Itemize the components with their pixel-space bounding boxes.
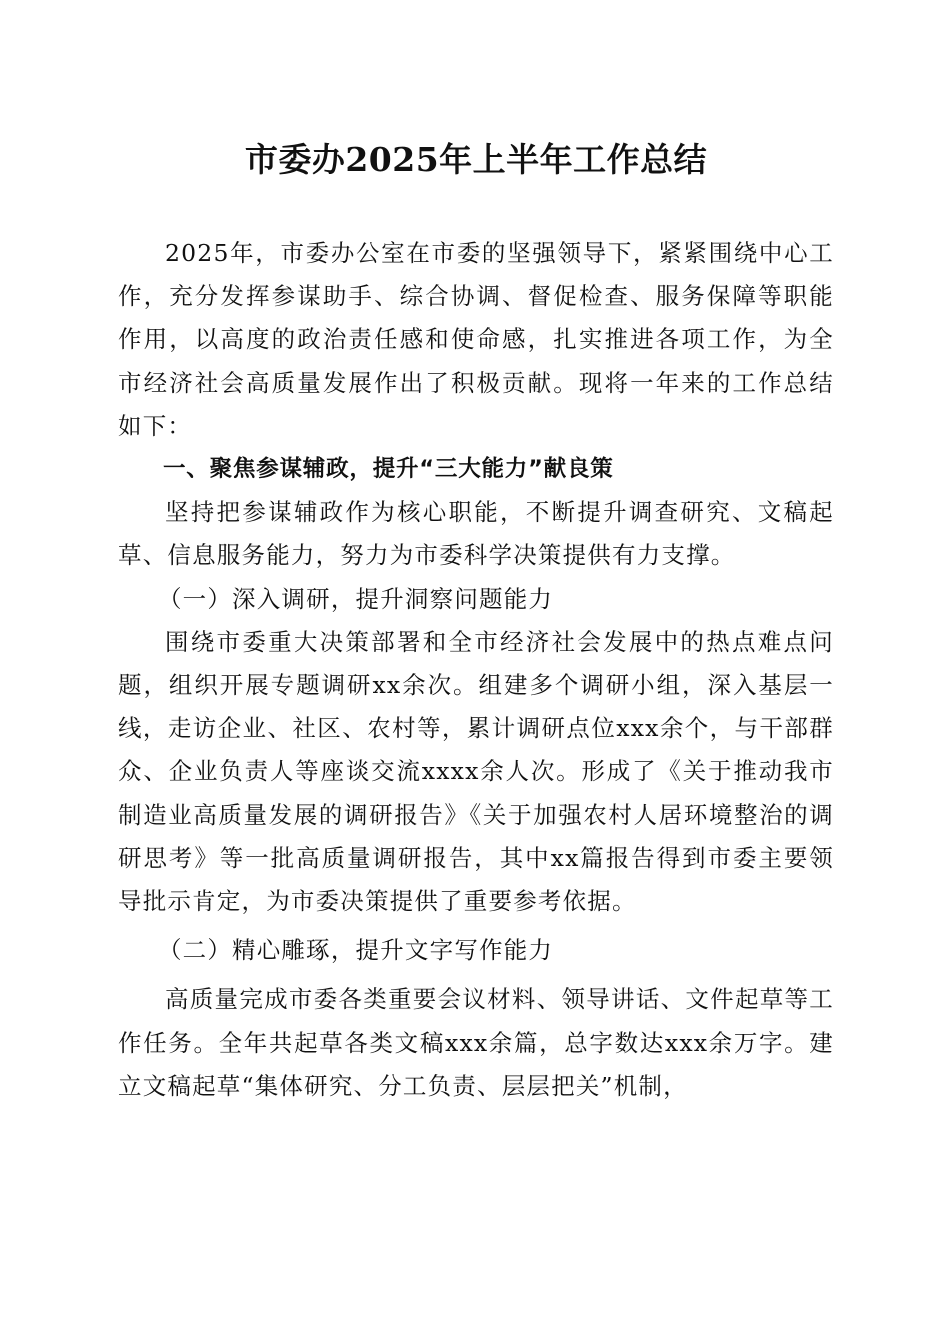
- subsection-1-paragraph: 围绕市委重大决策部署和全市经济社会发展中的热点难点问题，组织开展专题调研xx余次。组建多个调研小组，深入基层一线，走访企业、社区、农村等，累计调研点位xxx余个，与干部群众、企业负责人等座谈交流xxxx余人次。形成了《关于推动我市制造业高质量发展的调研报告》《关于加强农村人居环境整治的调研思考》等一批高质量调研报告，其中xx篇报告得到市委主要领导批示肯定，为市委决策提供了重要参考依据。: [118, 627, 834, 916]
- subsection-heading-2: （二）精心雕琢，提升文字写作能力: [157, 936, 554, 965]
- document-body: [118, 232, 834, 1108]
- section-1-lead-paragraph: 坚持把参谋辅政作为核心职能，不断提升调查研究、文稿起草、信息服务能力，努力为市委科学决策提供有力支撑。: [118, 498, 834, 570]
- section-heading-1: 一、聚焦参谋辅政，提升“三大能力”献良策: [163, 456, 614, 483]
- subsection-heading-1: （一）深入调研，提升洞察问题能力: [157, 584, 554, 613]
- intro-paragraph: 2025年，市委办公室在市委的坚强领导下，紧紧围绕中心工作，充分发挥参谋助手、综合协调、督促检查、服务保障等职能作用，以高度的政治责任感和使命感，扎实推进各项工作，为全市经济社会高质量发展作出了积极贡献。现将一年来的工作总结如下：: [118, 239, 834, 440]
- subsection-2-paragraph: 高质量完成市委各类重要会议材料、领导讲话、文件起草等工作任务。全年共起草各类文稿xxx余篇，总字数达xxx余万字。建立文稿起草“集体研究、分工负责、层层把关”机制，: [118, 985, 834, 1100]
- document-title: 市委办2025年上半年工作总结: [244, 140, 708, 179]
